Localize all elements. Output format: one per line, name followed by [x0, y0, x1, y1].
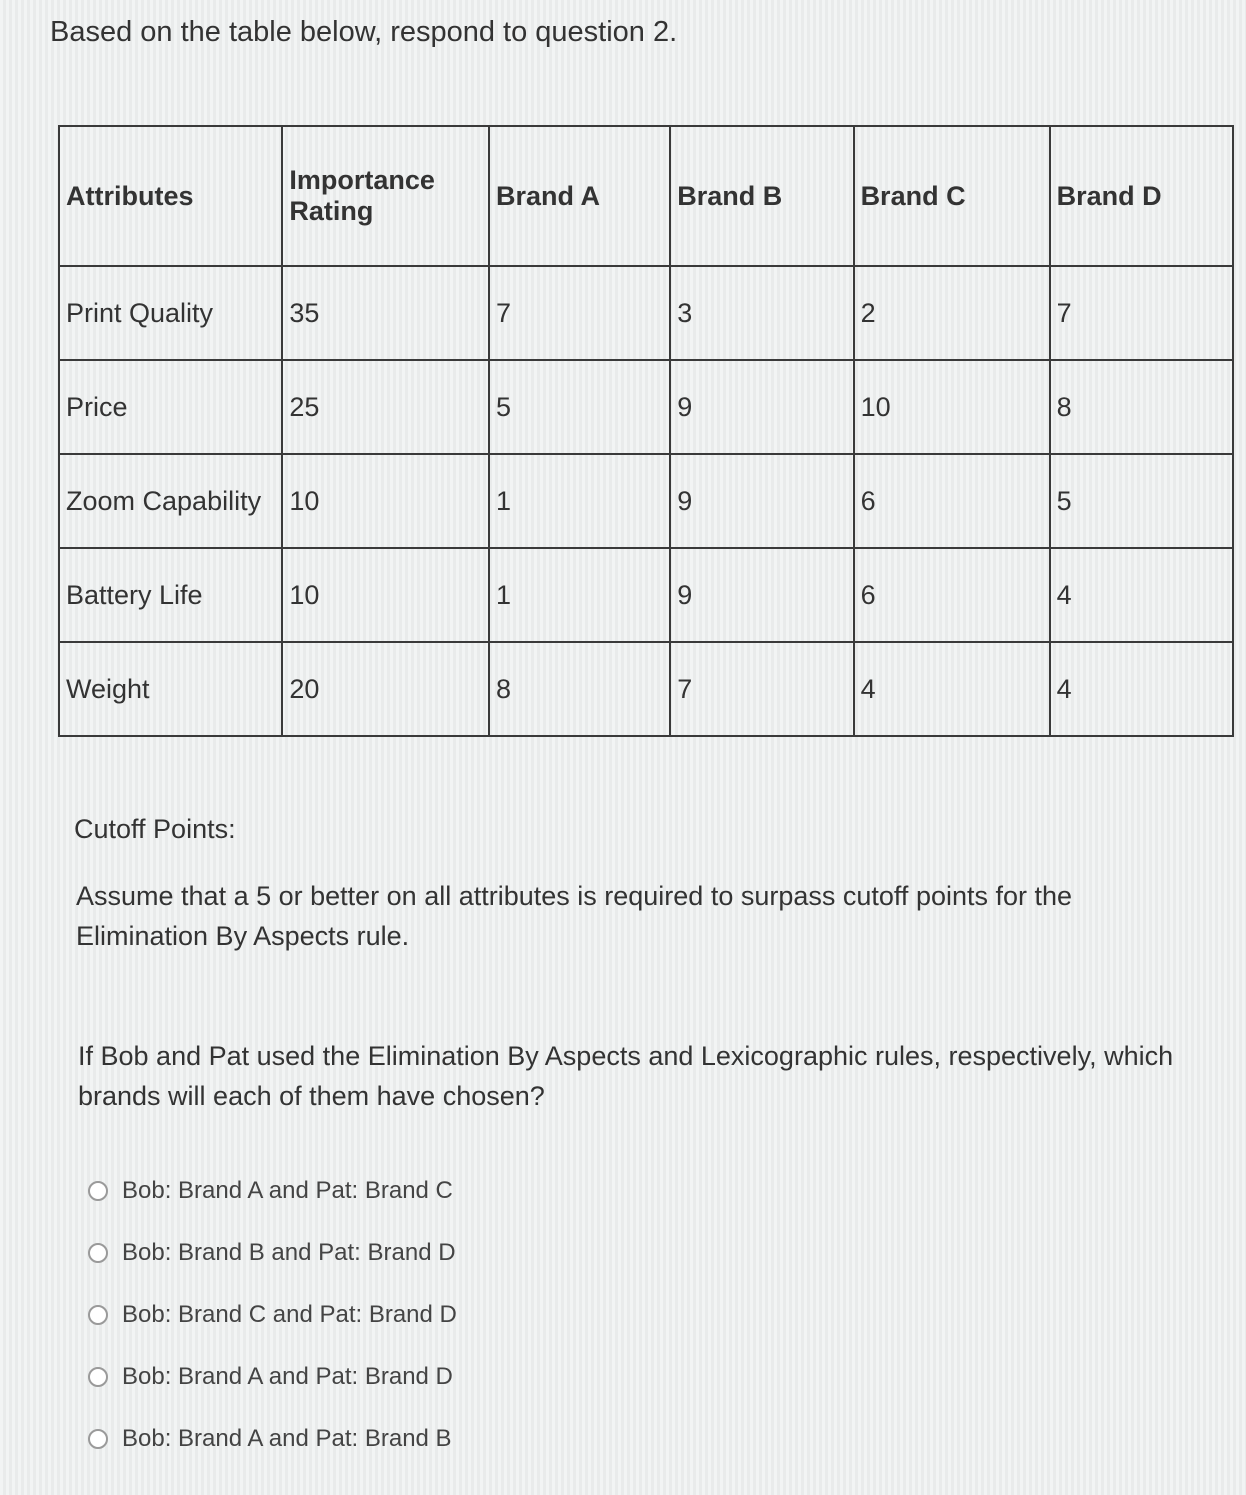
radio-button[interactable] [88, 1367, 108, 1387]
cell-brand-c: 6 [854, 454, 1050, 548]
cell-brand-b: 9 [670, 548, 853, 642]
cell-attribute: Print Quality [59, 266, 282, 360]
cell-brand-b: 3 [670, 266, 853, 360]
cutoff-description: Assume that a 5 or better on all attributes is required to surpass cutoff points for the Elimination By Aspects rule. [76, 881, 1073, 951]
header-brand-d: Brand D [1050, 126, 1233, 266]
table-row [59, 548, 1233, 642]
header-brand-c: Brand C [854, 126, 1050, 266]
table-header-row [59, 126, 1233, 266]
table-row [59, 360, 1233, 454]
option-label: Bob: Brand C and Pat: Brand D [122, 1301, 457, 1328]
cell-brand-d: 7 [1050, 266, 1233, 360]
cell-brand-c: 2 [854, 266, 1050, 360]
header-attributes: Attributes [59, 126, 282, 266]
cell-brand-d: 5 [1050, 454, 1233, 548]
cell-brand-a: 1 [489, 454, 670, 548]
question-text: If Bob and Pat used the Elimination By Aspects and Lexicographic rules, respectively, which brands will each of them have chosen? [78, 1041, 1174, 1111]
option-label: Bob: Brand A and Pat: Brand B [122, 1425, 452, 1452]
option-label: Bob: Brand A and Pat: Brand D [122, 1363, 453, 1390]
cell-brand-a: 8 [489, 642, 670, 736]
cutoff-title: Cutoff Points: [74, 814, 236, 844]
cell-importance: 35 [282, 266, 489, 360]
cell-importance: 20 [282, 642, 489, 736]
intro-text: Based on the table below, respond to question 2. [50, 16, 678, 48]
cell-brand-b: 7 [670, 642, 853, 736]
radio-button[interactable] [88, 1243, 108, 1263]
cell-brand-a: 7 [489, 266, 670, 360]
cell-brand-b: 9 [670, 360, 853, 454]
option-label: Bob: Brand A and Pat: Brand C [122, 1177, 453, 1204]
cell-attribute: Battery Life [59, 548, 282, 642]
answer-option-4[interactable] [88, 1346, 1188, 1408]
cell-attribute: Price [59, 360, 282, 454]
table-row [59, 454, 1233, 548]
cell-brand-c: 4 [854, 642, 1050, 736]
answer-options [88, 1160, 1188, 1470]
attributes-table [58, 125, 1234, 737]
table-row [59, 266, 1233, 360]
header-brand-a: Brand A [489, 126, 670, 266]
cell-importance: 10 [282, 548, 489, 642]
cell-brand-c: 6 [854, 548, 1050, 642]
cell-brand-d: 4 [1050, 548, 1233, 642]
cell-brand-d: 4 [1050, 642, 1233, 736]
radio-button[interactable] [88, 1305, 108, 1325]
answer-option-1[interactable] [88, 1160, 1188, 1222]
cell-importance: 25 [282, 360, 489, 454]
answer-option-2[interactable] [88, 1222, 1188, 1284]
answer-option-5[interactable] [88, 1408, 1188, 1470]
answer-option-3[interactable] [88, 1284, 1188, 1346]
cell-brand-a: 5 [489, 360, 670, 454]
cell-importance: 10 [282, 454, 489, 548]
cell-brand-c: 10 [854, 360, 1050, 454]
cell-brand-b: 9 [670, 454, 853, 548]
radio-button[interactable] [88, 1429, 108, 1449]
table-row [59, 642, 1233, 736]
cell-brand-a: 1 [489, 548, 670, 642]
header-brand-b: Brand B [670, 126, 853, 266]
option-label: Bob: Brand B and Pat: Brand D [122, 1239, 456, 1266]
cell-attribute: Zoom Capability [59, 454, 282, 548]
cell-brand-d: 8 [1050, 360, 1233, 454]
header-importance-rating: Importance Rating [282, 126, 489, 266]
radio-button[interactable] [88, 1181, 108, 1201]
cell-attribute: Weight [59, 642, 282, 736]
